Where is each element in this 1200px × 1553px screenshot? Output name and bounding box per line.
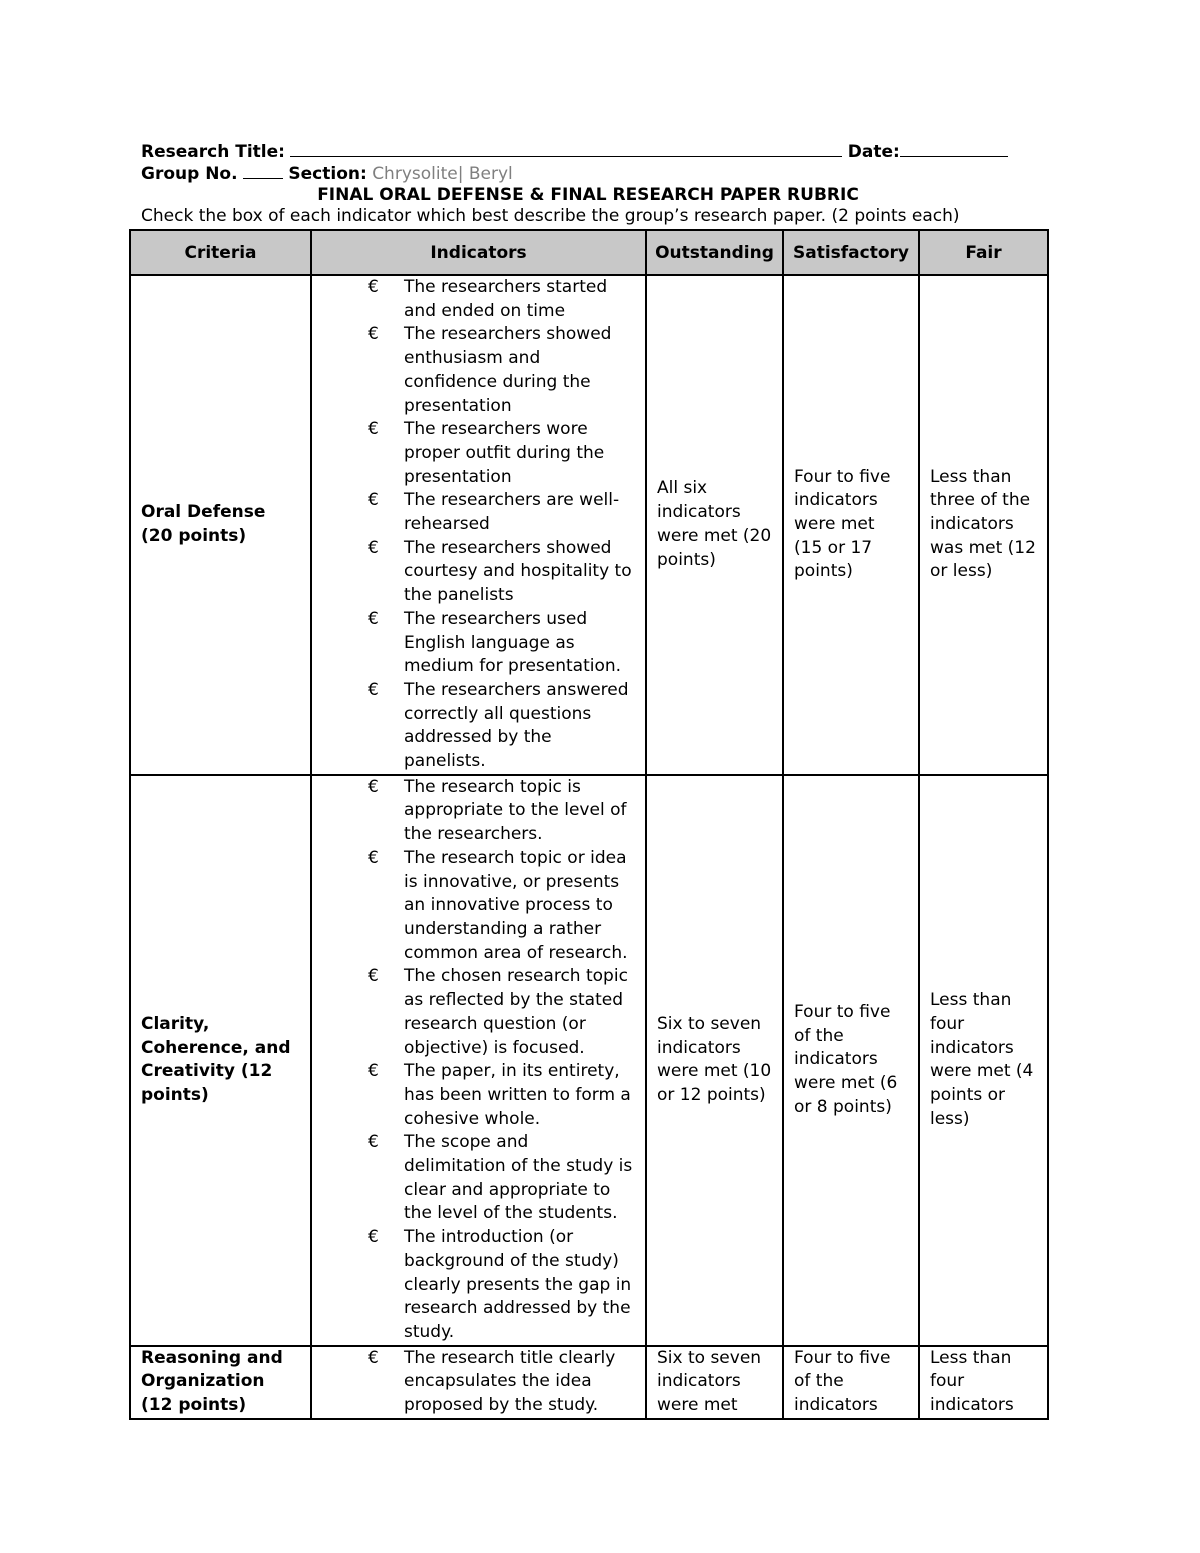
fair-cell: Less than four indicators were met (4 points or less)	[919, 775, 1048, 1346]
rubric-table	[129, 229, 1049, 1420]
outstanding-cell: Six to seven indicators were met (10 or 12 points)	[646, 775, 783, 1346]
indicators-cell	[311, 275, 646, 775]
indicator-item[interactable]: € The researchers showed enthusiasm and confidence during the presentation	[368, 324, 612, 416]
fair-cell: Less than four indicators	[919, 1346, 1048, 1419]
checkbox-icon[interactable]: €	[368, 847, 379, 868]
date-field[interactable]	[900, 141, 1008, 157]
group-number-field[interactable]	[243, 163, 283, 179]
criteria-name: Reasoning and Organization (12 points)	[141, 1347, 283, 1416]
indicator-item[interactable]: € The researchers used English language as medium for presentation.	[368, 608, 622, 677]
table-row	[130, 275, 1048, 775]
header-indicators: Indicators	[311, 230, 646, 275]
group-label: Group No.	[141, 164, 238, 184]
indicator-item[interactable]: € The researchers started and ended on time	[368, 277, 608, 321]
checkbox-icon[interactable]: €	[368, 679, 379, 700]
checkbox-icon[interactable]: €	[368, 608, 379, 629]
criteria-name: Clarity, Coherence, and Creativity (12 points)	[141, 1013, 291, 1105]
indicator-item[interactable]: € The introduction (or background of the study) clearly presents the gap in research addressed by the study.	[368, 1227, 632, 1342]
indicator-item[interactable]: € The research topic is appropriate to the level of the researchers.	[368, 776, 627, 845]
satisfactory-cell: Four to five of the indicators	[783, 1346, 919, 1419]
indicators-cell	[311, 775, 646, 1346]
checkbox-icon[interactable]: €	[368, 1061, 379, 1082]
indicator-item[interactable]: € The research topic or idea is innovative, or presents an innovative process to understanding a rather common area of research.	[368, 847, 628, 963]
satisfactory-cell: Four to five indicators were met (15 or 17 points)	[783, 275, 919, 775]
checkbox-icon[interactable]: €	[368, 1347, 379, 1368]
checkbox-icon[interactable]: €	[368, 277, 379, 297]
instruction-text: Check the box of each indicator which best describe the group’s research paper. (2 points each)	[141, 206, 960, 226]
indicator-item[interactable]: € The paper, in its entirety, has been written to form a cohesive whole.	[368, 1061, 631, 1129]
indicators-cell	[311, 1346, 646, 1419]
table-row	[130, 775, 1048, 1346]
header-criteria: Criteria	[130, 230, 311, 275]
indicator-item[interactable]: € The research title clearly encapsulates the idea proposed by the study.	[368, 1347, 616, 1416]
criteria-name: Oral Defense	[141, 502, 266, 523]
group-section-line	[141, 163, 513, 185]
header-outstanding: Outstanding	[646, 230, 783, 275]
criteria-cell	[130, 1346, 311, 1419]
date-label: Date:	[847, 142, 900, 162]
checkbox-icon[interactable]: €	[368, 537, 379, 558]
research-title-field[interactable]	[290, 141, 842, 157]
indicator-item[interactable]: € The researchers wore proper outfit during the presentation	[368, 419, 605, 487]
header-row	[130, 230, 1048, 275]
checkbox-icon[interactable]: €	[368, 1227, 379, 1248]
section-label: Section:	[288, 164, 367, 184]
satisfactory-cell: Four to five of the indicators were met (6 or 8 points)	[783, 775, 919, 1346]
table-row	[130, 1346, 1048, 1419]
outstanding-cell: Six to seven indicators were met	[646, 1346, 783, 1419]
header-satisfactory: Satisfactory	[783, 230, 919, 275]
outstanding-cell: All six indicators were met (20 points)	[646, 275, 783, 775]
checkbox-icon[interactable]: €	[368, 324, 379, 345]
criteria-cell	[130, 275, 311, 775]
checkbox-icon[interactable]: €	[368, 419, 379, 440]
research-title-line	[141, 141, 1008, 163]
indicator-item[interactable]: € The researchers answered correctly all questions addressed by the panelists.	[368, 679, 629, 772]
criteria-points: (20 points)	[141, 525, 247, 546]
header-fair: Fair	[919, 230, 1048, 275]
indicator-item[interactable]: € The scope and delimitation of the study is clear and appropriate to the level of the students.	[368, 1132, 633, 1224]
checkbox-icon[interactable]: €	[368, 966, 379, 987]
indicator-item[interactable]: € The chosen research topic as reflected by the stated research question (or objective) is focused.	[368, 966, 628, 1058]
indicator-item[interactable]: € The researchers showed courtesy and hospitality to the panelists	[368, 537, 632, 606]
checkbox-icon[interactable]: €	[368, 490, 379, 511]
rubric-title: FINAL ORAL DEFENSE & FINAL RESEARCH PAPER RUBRIC	[317, 185, 859, 205]
checkbox-icon[interactable]: €	[368, 776, 379, 797]
criteria-cell	[130, 775, 311, 1346]
research-title-label: Research Title:	[141, 142, 285, 162]
checkbox-icon[interactable]: €	[368, 1132, 379, 1153]
indicator-item[interactable]: € The researchers are well-rehearsed	[368, 490, 620, 535]
fair-cell: Less than three of the indicators was met (12 or less)	[919, 275, 1048, 775]
section-value: Chrysolite| Beryl	[372, 164, 513, 184]
